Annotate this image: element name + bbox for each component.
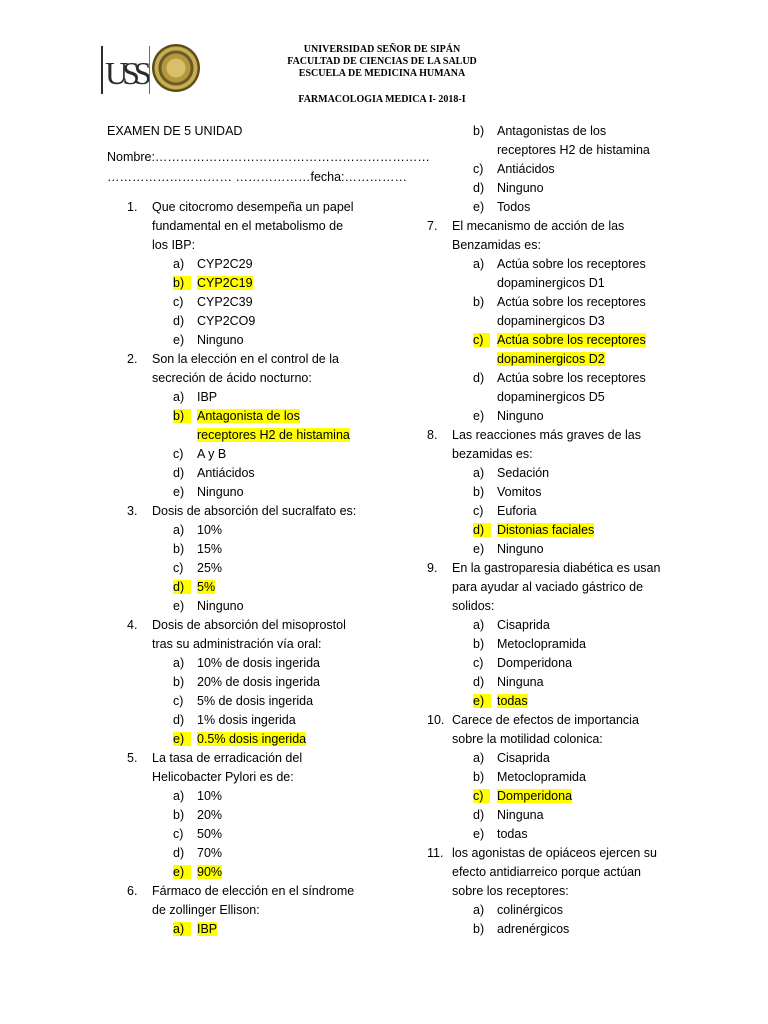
option-letter: a)	[473, 751, 485, 765]
option-letter: a)	[173, 257, 185, 271]
question-number: 5.	[127, 751, 138, 765]
option-letter: c)	[173, 295, 184, 309]
option-letter	[473, 331, 490, 350]
answer-highlight: c)	[473, 789, 491, 803]
answer-highlight: e)	[473, 694, 492, 708]
answer-highlight: Distonias faciales	[497, 523, 595, 537]
option-letter: d)	[473, 675, 485, 689]
question-text: Que citocromo desempeña un papel	[152, 200, 354, 214]
option-text: dopaminergicos D5	[497, 390, 605, 404]
question-text: Las reacciones más graves de las	[452, 428, 641, 442]
option-text: colinérgicos	[497, 903, 564, 917]
question-text: los agonistas de opiáceos ejercen su	[452, 846, 657, 860]
option-text: todas	[497, 827, 528, 841]
option-text: Cisaprida	[497, 751, 550, 765]
question-text: Helicobacter Pylori es de:	[152, 770, 294, 784]
option-text	[197, 426, 350, 445]
option-text: Vomitos	[497, 485, 542, 499]
answer-highlight: d)	[473, 523, 492, 537]
option-letter	[173, 578, 191, 597]
option-letter: a)	[473, 618, 485, 632]
option-text	[497, 521, 594, 540]
option-text: receptores H2 de histamina	[497, 143, 650, 157]
answer-highlight: CYP2C19	[197, 276, 253, 290]
option-text: Antiácidos	[197, 466, 255, 480]
option-letter: a)	[173, 656, 185, 670]
option-letter: a)	[473, 903, 485, 917]
question-text: sobre la motilidad colonica:	[452, 732, 603, 746]
option-text: Ninguna	[497, 808, 544, 822]
answer-highlight: 5%	[197, 580, 216, 594]
option-text: Todos	[497, 200, 531, 214]
question-text: los IBP:	[152, 238, 196, 252]
option-text	[497, 350, 605, 369]
option-text	[497, 787, 572, 806]
answer-highlight: Antagonista de los	[197, 409, 300, 423]
option-letter: e)	[173, 333, 185, 347]
question-text: Son la elección en el control de la	[152, 352, 339, 366]
option-letter	[173, 730, 191, 749]
option-text	[197, 274, 253, 293]
option-text: Ninguno	[197, 333, 244, 347]
option-text: Cisaprida	[497, 618, 550, 632]
option-letter: d)	[473, 808, 485, 822]
option-letter: e)	[473, 200, 485, 214]
answer-highlight: e)	[173, 865, 192, 879]
answer-highlight: 90%	[197, 865, 223, 879]
question-text: bezamidas es:	[452, 447, 533, 461]
question-number: 2.	[127, 352, 138, 366]
question-text: Fármaco de elección en el síndrome	[152, 884, 355, 898]
answer-highlight: todas	[497, 694, 528, 708]
option-letter: b)	[473, 295, 485, 309]
question-number: 6.	[127, 884, 138, 898]
question-text: El mecanismo de acción de las	[452, 219, 625, 233]
option-text: 15%	[197, 542, 223, 556]
option-text: Ninguno	[497, 181, 544, 195]
option-text	[197, 730, 306, 749]
question-number: 10.	[427, 713, 445, 727]
option-text	[497, 692, 528, 711]
option-text: 20% de dosis ingerida	[197, 675, 320, 689]
question-number: 8.	[427, 428, 438, 442]
question-text: efecto antidiarreico porque actúan	[452, 865, 642, 879]
question-number: 7.	[427, 219, 438, 233]
option-text: Metoclopramida	[497, 637, 586, 651]
question-text: tras su administración vía oral:	[152, 637, 322, 651]
option-text: dopaminergicos D1	[497, 276, 605, 290]
question-text: secreción de ácido nocturno:	[152, 371, 312, 385]
answer-highlight: b)	[173, 276, 192, 290]
answer-highlight: dopaminergicos D2	[497, 352, 605, 366]
answer-highlight: c)	[473, 333, 491, 347]
option-text	[497, 331, 646, 350]
option-letter	[173, 863, 191, 882]
option-letter: b)	[473, 770, 485, 784]
option-letter: a)	[473, 466, 485, 480]
question-text: En la gastroparesia diabética es usan	[452, 561, 661, 575]
exam-title: EXAMEN DE 5 UNIDAD	[107, 124, 243, 138]
option-text: CYP2C29	[197, 257, 253, 271]
option-letter: c)	[173, 827, 184, 841]
option-text: 10%	[197, 789, 223, 803]
option-letter: a)	[173, 390, 185, 404]
option-text: Ninguno	[197, 485, 244, 499]
answer-highlight: d)	[173, 580, 192, 594]
option-letter: b)	[473, 637, 485, 651]
school-name: ESCUELA DE MEDICINA HUMANA	[298, 68, 466, 79]
option-letter	[473, 521, 491, 540]
option-letter: d)	[473, 181, 485, 195]
option-text: 10%	[197, 523, 223, 537]
question-number: 3.	[127, 504, 138, 518]
option-letter: a)	[473, 257, 485, 271]
option-letter: b)	[473, 124, 485, 138]
option-letter: c)	[473, 656, 484, 670]
option-text	[197, 863, 222, 882]
option-text: 25%	[197, 561, 223, 575]
option-text: Metoclopramida	[497, 770, 586, 784]
question-number: 11.	[427, 846, 444, 860]
option-text: dopaminergicos D3	[497, 314, 605, 328]
option-text	[197, 578, 215, 597]
answer-highlight: Actúa sobre los receptores	[497, 333, 646, 347]
question-text: de zollinger Ellison:	[152, 903, 260, 917]
option-letter: d)	[173, 314, 185, 328]
option-letter: d)	[173, 846, 185, 860]
name-field[interactable]: Nombre:…………………………………………………………	[107, 150, 430, 164]
option-letter	[473, 787, 490, 806]
question-text: sobre los receptores:	[452, 884, 569, 898]
option-letter: e)	[473, 827, 485, 841]
option-text: 10% de dosis ingerida	[197, 656, 320, 670]
option-text: Ninguna	[497, 675, 544, 689]
option-text: 1% dosis ingerida	[197, 713, 296, 727]
question-number: 9.	[427, 561, 438, 575]
option-text: CYP2CO9	[197, 314, 256, 328]
question-text: Dosis de absorción del sucralfato es:	[152, 504, 357, 518]
option-letter: c)	[173, 561, 184, 575]
option-text: Ninguno	[497, 542, 544, 556]
option-letter: d)	[173, 466, 185, 480]
option-letter: a)	[173, 789, 185, 803]
option-letter	[173, 407, 191, 426]
option-text: 5% de dosis ingerida	[197, 694, 314, 708]
answer-highlight: a)	[173, 922, 192, 936]
option-text: Actúa sobre los receptores	[497, 371, 646, 385]
course-name: FARMACOLOGIA MEDICA I- 2018-I	[298, 94, 466, 105]
option-letter: c)	[173, 447, 184, 461]
option-letter: b)	[473, 485, 485, 499]
option-text: Antagonistas de los	[497, 124, 607, 138]
option-text: Ninguno	[197, 599, 244, 613]
option-letter: e)	[173, 599, 185, 613]
answer-highlight: receptores H2 de histamina	[197, 428, 350, 442]
option-letter: a)	[173, 523, 185, 537]
option-text: 70%	[197, 846, 223, 860]
option-letter: d)	[173, 713, 185, 727]
option-text: Antiácidos	[497, 162, 555, 176]
option-text: Actúa sobre los receptores	[497, 295, 646, 309]
answer-highlight: 0.5% dosis ingerida	[197, 732, 307, 746]
question-text: Carece de efectos de importancia	[452, 713, 639, 727]
option-text: 20%	[197, 808, 223, 822]
option-letter	[173, 274, 191, 293]
option-text: Domperidona	[497, 656, 573, 670]
option-text: A y B	[197, 447, 227, 461]
option-letter: e)	[473, 542, 485, 556]
question-text: fundamental en el metabolismo de	[152, 219, 344, 233]
option-text: IBP	[197, 390, 218, 404]
option-letter: c)	[473, 504, 484, 518]
question-text: Dosis de absorción del misoprostol	[152, 618, 346, 632]
option-text: 50%	[197, 827, 223, 841]
question-text: solidos:	[452, 599, 495, 613]
option-text: CYP2C39	[197, 295, 253, 309]
question-text: Benzamidas es:	[452, 238, 541, 252]
option-letter: d)	[473, 371, 485, 385]
option-letter: b)	[473, 922, 485, 936]
answer-highlight: b)	[173, 409, 192, 423]
question-text: La tasa de erradicación del	[152, 751, 303, 765]
option-letter	[473, 692, 491, 711]
answer-highlight: Domperidona	[497, 789, 573, 803]
option-text: Ninguno	[497, 409, 544, 423]
answer-highlight: e)	[173, 732, 192, 746]
option-text: Euforia	[497, 504, 537, 518]
option-letter: b)	[173, 542, 185, 556]
date-field[interactable]: ………………………… ………………fecha:……………	[107, 170, 408, 184]
option-letter: b)	[173, 808, 185, 822]
option-letter: c)	[173, 694, 184, 708]
option-text: Sedación	[497, 466, 550, 480]
svg-text:USS: USS	[105, 55, 146, 91]
question-number: 1.	[127, 200, 138, 214]
option-letter: b)	[173, 675, 185, 689]
option-letter	[173, 920, 191, 939]
option-text	[197, 920, 217, 939]
option-text	[197, 407, 300, 426]
university-name: UNIVERSIDAD SEÑOR DE SIPÁN	[303, 44, 461, 55]
option-letter: e)	[473, 409, 485, 423]
option-letter: e)	[173, 485, 185, 499]
answer-highlight: IBP	[197, 922, 218, 936]
option-text: Actúa sobre los receptores	[497, 257, 646, 271]
faculty-name: FACULTAD DE CIENCIAS DE LA SALUD	[287, 56, 477, 67]
option-letter: c)	[473, 162, 484, 176]
option-text: adrenérgicos	[497, 922, 570, 936]
question-text: para ayudar al vaciado gástrico de	[452, 580, 644, 594]
question-number: 4.	[127, 618, 138, 632]
